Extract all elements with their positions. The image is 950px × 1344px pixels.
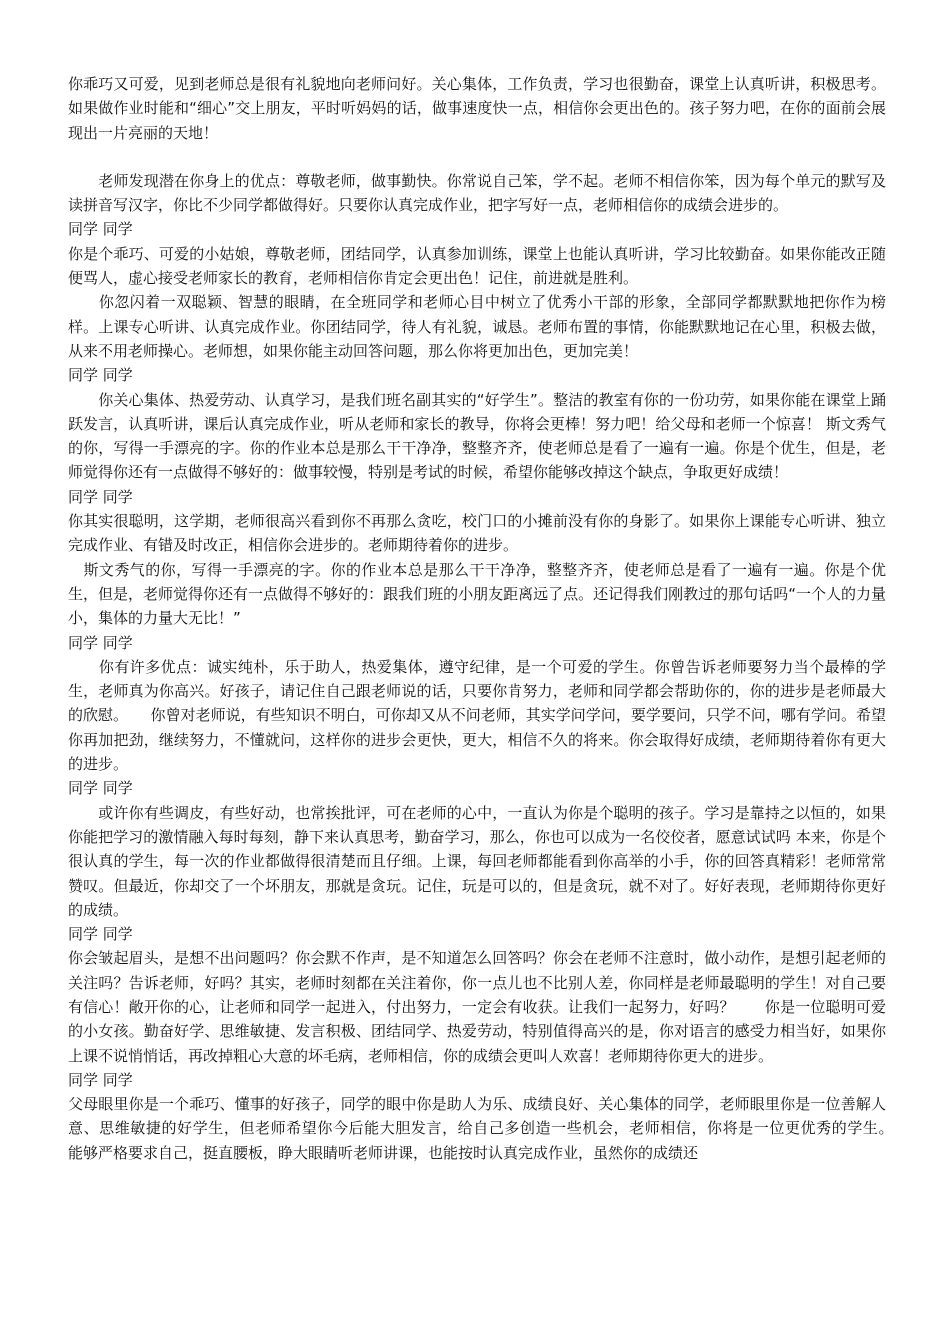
student-name-line: 同学 同学	[68, 779, 133, 798]
student-name-line: 同学 同学	[68, 220, 133, 239]
comment-paragraph: 斯文秀气的你，写得一手漂亮的字。你的作业本总是那么干干净净，整整齐齐，使老师总是看了一遍有一遍。你是个优生，但是，老师觉得你还有一点做得不够好的：跟我们班的小朋友距离远了点。还记得我们刚教过的那句话吗“一个人的力量小，集体的力量大无比！”	[68, 560, 886, 628]
comment-paragraph: 你乖巧又可爱，见到老师总是很有礼貌地向老师问好。关心集体，工作负责，学习也很勤奋，课堂上认真听讲，积极思考。如果做作业时能和“细心”交上朋友，平时听妈妈的话，做事速度快一点，相信你会更出色的。孩子努力吧，在你的面前会展现出一片亮丽的天地！	[68, 75, 886, 142]
document-body	[68, 72, 917, 1165]
student-name-line: 同学 同学	[68, 487, 133, 506]
student-name-line: 同学 同学	[68, 366, 133, 385]
student-name-line: 同学 同学	[68, 633, 133, 652]
comment-paragraph: 你忽闪着一双聪颖、智慧的眼睛，在全班同学和老师心目中树立了优秀小干部的形象，全部同学都默默地把你作为榜样。上课专心听讲、认真完成作业。你团结同学，待人有礼貌，诚恳。老师布置的事情，你能默默地记在心里，积极去做，从来不用老师操心。老师想，如果你能主动回答问题，那么你将更加出色，更加完美！	[68, 293, 886, 360]
comment-paragraph: 你会皱起眉头，是想不出问题吗？你会默不作声，是不知道怎么回答吗？你会在老师不注意时，做小动作，是想引起老师的关注吗？告诉老师，好吗？其实，老师时刻都在关注着你，你一点儿也不比别人差，你同样是老师最聪明的学生！对自己要有信心！敞开你的心，让老师和同学一起进入，付出努力，一定会有收获。让我们一起努力，好吗？ 你是一位聪明可爱的小女孩。勤奋好学、思维敏捷、发言积极、团结同学、热爱劳动，特别值得高兴的是，你对语言的感受力相当好，如果你上课不说悄悄话，再改掉粗心大意的坏毛病，老师相信，你的成绩会更叫人欢喜！老师期待你更大的进步。	[68, 949, 886, 1065]
comment-paragraph: 父母眼里你是一个乖巧、懂事的好孩子，同学的眼中你是助人为乐、成绩良好、关心集体的同学，老师眼里你是一位善解人意、思维敏捷的好学生，但老师希望你今后能大胆发言，给自己多创造一些机会，老师相信，你将是一位更优秀的学生。 能够严格要求自己，挺直腰板，睁大眼睛听老师讲课，也能按时认真完成作业，虽然你的成绩还	[68, 1095, 917, 1162]
comment-paragraph: 你是个乖巧、可爱的小姑娘，尊敬老师，团结同学，认真参加训练，课堂上也能认真听讲，学习比较勤奋。如果你能改正随便骂人，虚心接受老师家长的教育，老师相信你肯定会更出色！记住，前进就是胜利。	[68, 244, 886, 288]
comment-paragraph: 你关心集体、热爱劳动、认真学习，是我们班名副其实的“好学生”。整洁的教室有你的一份功劳，如果你能在课堂上踊跃发言，认真听讲，课后认真完成作业，听从老师和家长的教导，你将会更棒！努力吧！给父母和老师一个惊喜！ 斯文秀气的你，写得一手漂亮的字。你的作业本总是那么干干净净，整整齐齐，使老师总是看了一遍有一遍。你是个优生，但是，老师觉得你还有一点做得不够好的：做事较慢，特别是考试的时候，希望你能够改掉这个缺点，争取更好成绩！	[68, 390, 886, 482]
comment-paragraph: 你有许多优点：诚实纯朴，乐于助人，热爱集体，遵守纪律，是一个可爱的学生。你曾告诉老师要努力当个最棒的学生，老师真为你高兴。好孩子，请记住自己跟老师说的话，只要你肯努力，老师和同学都会帮助你的，你的进步是老师最大的欣慰。 你曾对老师说，有些知识不明白，可你却又从不问老师，其实学问学问，要学要问，只学不问，哪有学问。希望你再加把劲，继续努力，不懂就问，这样你的进步会更快，更大，相信不久的将来。你会取得好成绩，老师期待着你有更大的进步。	[68, 657, 886, 774]
comment-paragraph: 老师发现潜在你身上的优点：尊敬老师，做事勤快。你常说自己笨，学不起。老师不相信你笨，因为每个单元的默写及读拼音写汉字，你比不少同学都做得好。只要你认真完成作业，把字写好一点，老师相信你的成绩会进步的。	[68, 171, 886, 215]
comment-paragraph: 或许你有些调皮，有些好动，也常挨批评，可在老师的心中，一直认为你是个聪明的孩子。学习是靠持之以恒的，如果你能把学习的激情融入每时每刻，静下来认真思考，勤奋学习，那么，你也可以成为一名佼佼者，愿意试试吗 本来，你是个很认真的学生，每一次的作业都做得很清楚而且仔细。上课，每回老师都能看到你高举的小手，你的回答真精彩！老师常常赞叹。但最近，你却交了一个坏朋友，那就是贪玩。记住，玩是可以的，但是贪玩，就不对了。好好表现，老师期待你更好的成绩。	[68, 803, 886, 919]
comment-paragraph: 你其实很聪明，这学期，老师很高兴看到你不再那么贪吃，校门口的小摊前没有你的身影了。如果你上课能专心听讲、独立完成作业、有错及时改正，相信你会进步的。老师期待着你的进步。	[68, 512, 886, 555]
student-name-line: 同学 同学	[68, 1070, 133, 1089]
student-name-line: 同学 同学	[68, 925, 133, 944]
